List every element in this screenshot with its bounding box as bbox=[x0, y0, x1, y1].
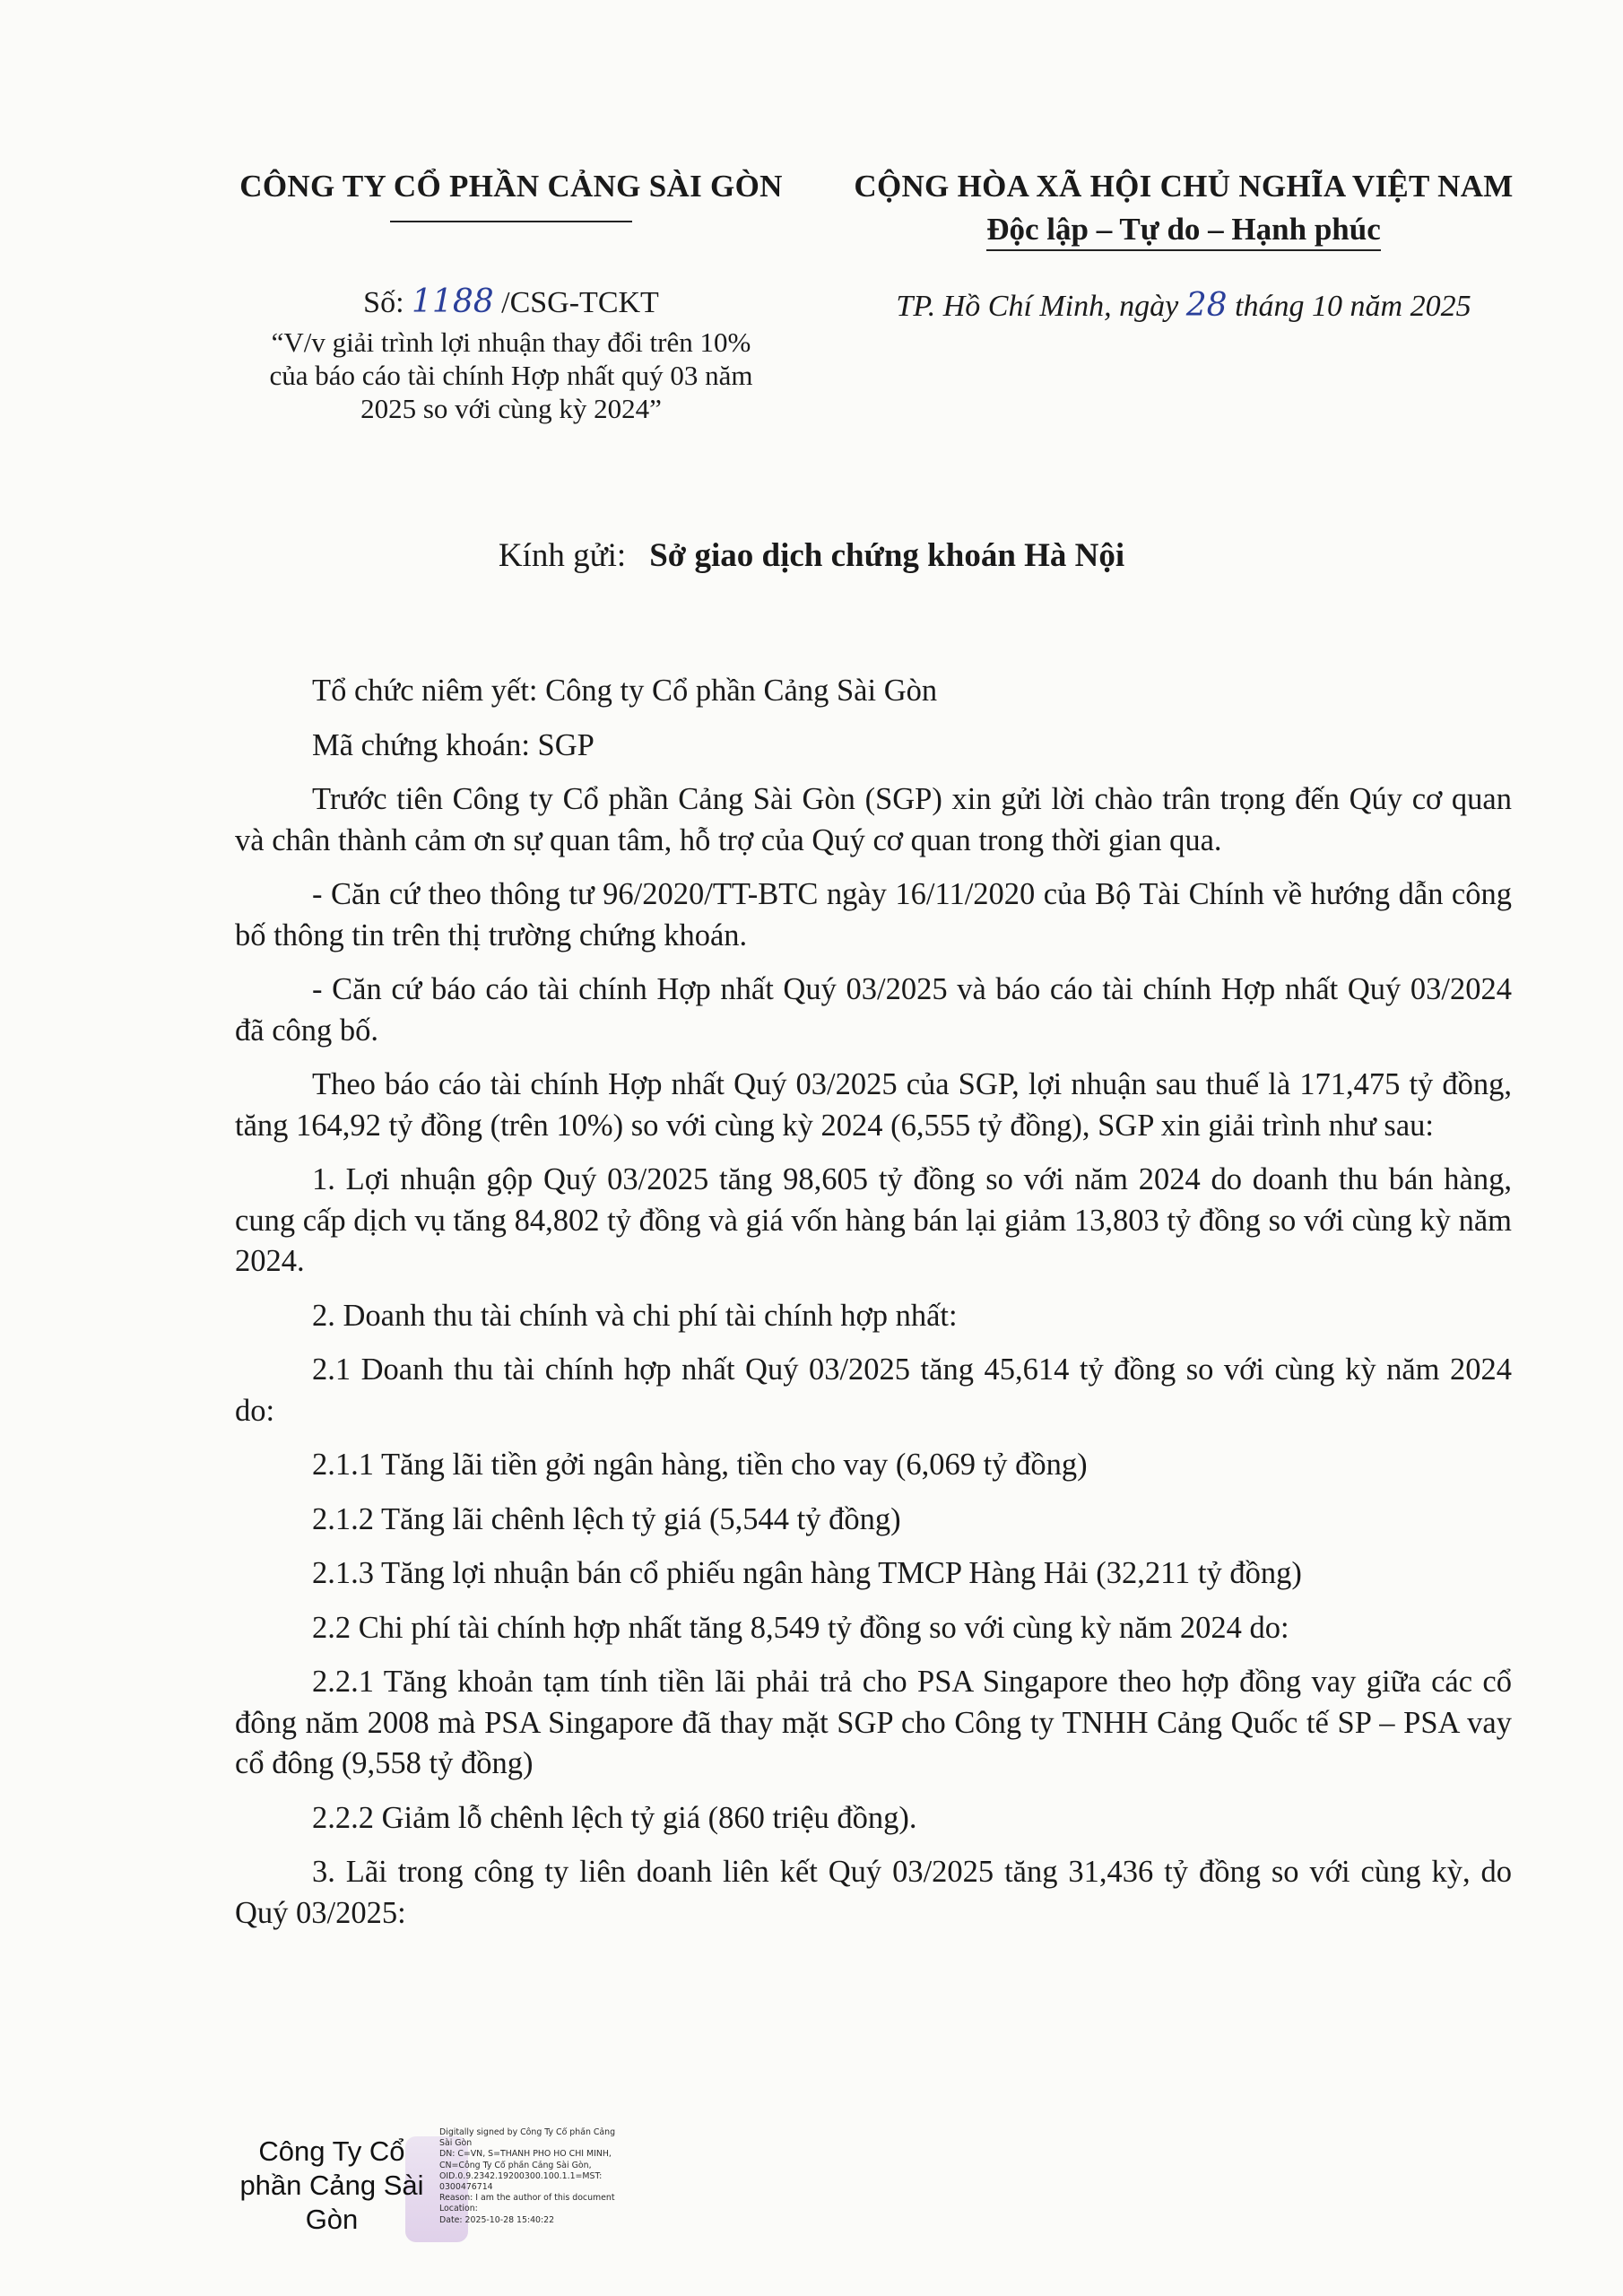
document-number-prefix: Số: bbox=[363, 286, 412, 319]
body-paragraph: 1. Lợi nhuận gộp Quý 03/2025 tăng 98,605 tỷ đồng so với năm 2024 do doanh thu bán hàng, cung cấp dịch vụ tăng 84,802 tỷ đồng và giá vốn hàng bán lại giảm 13,803 tỷ đồng so với cùng kỳ năm 2024. bbox=[235, 1162, 1512, 1278]
body-paragraph: 2.2 Chi phí tài chính hợp nhất tăng 8,549 tỷ đồng so với cùng kỳ năm 2024 do: bbox=[312, 1610, 1289, 1645]
date-day-handwritten: 28 bbox=[1185, 287, 1228, 324]
signature-detail-line: Reason: I am the author of this document bbox=[439, 2193, 615, 2204]
digital-signature-details bbox=[439, 2127, 664, 2226]
body-paragraph: 2. Doanh thu tài chính và chi phí tài chính hợp nhất: bbox=[312, 1298, 958, 1333]
recipient-name: Sở giao dịch chứng khoán Hà Nội bbox=[649, 537, 1125, 574]
national-title: CỘNG HÒA XÃ HỘI CHỦ NGHĨA VIỆT NAM bbox=[854, 169, 1514, 204]
subject-line: “V/v giải trình lợi nhuận thay đổi trên 10% bbox=[271, 326, 751, 358]
body-paragraph: 2.2.1 Tăng khoản tạm tính tiền lãi phải trả cho PSA Singapore theo hợp đồng vay giữa các cổ đông năm 2008 mà PSA Singapore đã thay mặt SGP cho Công ty TNHH Cảng Quốc tế SP – PSA vay cổ đông (9,558 tỷ đồng) bbox=[235, 1665, 1512, 1780]
date-prefix: TP. Hồ Chí Minh, ngày bbox=[896, 290, 1186, 323]
signature-detail-line: Digitally signed by Công Ty Cổ phần Cảng bbox=[439, 2127, 616, 2137]
signer-name-line: phần Cảng Sài bbox=[239, 2170, 424, 2201]
body-paragraph: 2.2.2 Giảm lỗ chênh lệch tỷ giá (860 triệu đồng). bbox=[312, 1800, 917, 1835]
body-paragraph: Trước tiên Công ty Cổ phần Cảng Sài Gòn (SGP) xin gửi lời chào trân trọng đến Qúy cơ quan và chân thành cảm ơn sự quan tâm, hỗ trợ của Quý cơ quan trong thời gian qua. bbox=[235, 782, 1512, 857]
signer-name-line: Gòn bbox=[305, 2204, 359, 2235]
national-motto: Độc lập – Tự do – Hạnh phúc bbox=[986, 212, 1381, 251]
body-paragraph: 2.1 Doanh thu tài chính hợp nhất Quý 03/2025 tăng 45,614 tỷ đồng so với cùng kỳ năm 2024 do: bbox=[235, 1352, 1512, 1428]
header-left bbox=[215, 169, 807, 222]
document-number-suffix: /CSG-TCKT bbox=[493, 286, 659, 319]
company-name: CÔNG TY CỔ PHẦN CẢNG SÀI GÒN bbox=[239, 169, 783, 204]
body-paragraph: - Căn cứ báo cáo tài chính Hợp nhất Quý 03/2025 và báo cáo tài chính Hợp nhất Quý 03/2024 đã công bố. bbox=[235, 972, 1512, 1048]
body-paragraph: 3. Lãi trong công ty liên doanh liên kết Quý 03/2025 tăng 31,436 tỷ đồng so với cùng kỳ, do Quý 03/2025: bbox=[235, 1855, 1512, 1930]
signer-name bbox=[220, 2135, 444, 2237]
body-paragraph: Tổ chức niêm yết: Công ty Cổ phần Cảng Sài Gòn bbox=[312, 674, 938, 708]
document-reference bbox=[215, 283, 807, 425]
body-paragraph: 2.1.2 Tăng lãi chênh lệch tỷ giá (5,544 tỷ đồng) bbox=[312, 1501, 901, 1536]
document-subject bbox=[215, 326, 807, 425]
date-suffix: tháng 10 năm 2025 bbox=[1227, 290, 1471, 323]
body-paragraph: - Căn cứ theo thông tư 96/2020/TT-BTC ngày 16/11/2020 của Bộ Tài Chính về hướng dẫn công bố thông tin trên thị trường chứng khoán. bbox=[235, 877, 1512, 952]
letter-body bbox=[235, 671, 1512, 1947]
signature-detail-line: Location: bbox=[439, 2204, 478, 2214]
document-number-handwritten: 1188 bbox=[412, 283, 494, 320]
document-number bbox=[215, 283, 807, 320]
subject-line: 2025 so với cùng kỳ 2024” bbox=[360, 393, 662, 424]
header-right bbox=[843, 169, 1524, 251]
signature-detail-line: 0300476714 bbox=[439, 2182, 493, 2193]
signature-detail-line: DN: C=VN, S=THÀNH PHỐ HỒ CHÍ MINH, bbox=[439, 2149, 612, 2160]
body-paragraph: Theo báo cáo tài chính Hợp nhất Quý 03/2025 của SGP, lợi nhuận sau thuế là 171,475 tỷ đồng, tăng 164,92 tỷ đồng (trên 10%) so với cùng kỳ 2024 (6,555 tỷ đồng), SGP xin giải trình như sau: bbox=[235, 1067, 1512, 1143]
signature-detail-line: OID.0.9.2342.19200300.100.1.1=MST: bbox=[439, 2170, 603, 2181]
recipient-line bbox=[0, 536, 1623, 575]
divider bbox=[390, 221, 632, 222]
document-date bbox=[843, 287, 1524, 324]
signer-name-line: Công Ty Cổ bbox=[258, 2135, 405, 2167]
body-paragraph: Mã chứng khoán: SGP bbox=[312, 727, 595, 762]
signature-detail-line: CN=Công Ty Cổ phần Cảng Sài Gòn, bbox=[439, 2160, 592, 2170]
recipient-label: Kính gửi: bbox=[498, 537, 627, 574]
body-paragraph: 2.1.1 Tăng lãi tiền gởi ngân hàng, tiền cho vay (6,069 tỷ đồng) bbox=[312, 1448, 1088, 1482]
signature-detail-line: Sài Gòn bbox=[439, 2138, 473, 2149]
signature-detail-line: Date: 2025-10-28 15:40:22 bbox=[439, 2214, 555, 2225]
subject-line: của báo cáo tài chính Hợp nhất quý 03 năm bbox=[269, 360, 753, 391]
body-paragraph: 2.1.3 Tăng lợi nhuận bán cổ phiếu ngân hàng TMCP Hàng Hải (32,211 tỷ đồng) bbox=[312, 1556, 1302, 1590]
